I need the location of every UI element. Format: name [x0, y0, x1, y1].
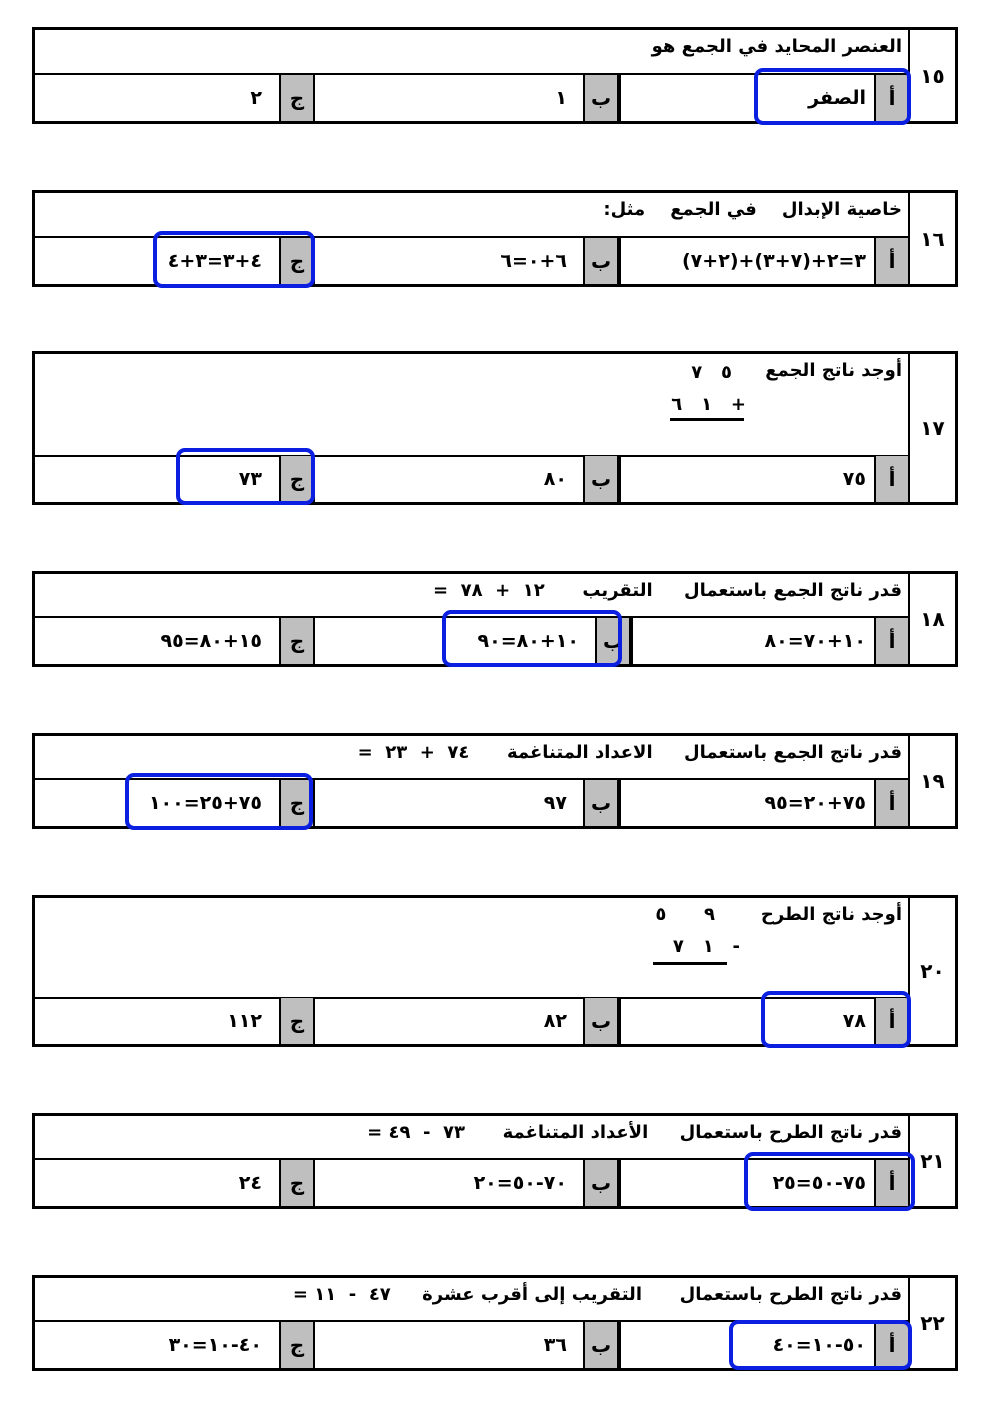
question-number: ١٥	[908, 30, 955, 121]
option-c-value[interactable]: ٤٠-١٠=٣٠	[168, 1334, 262, 1356]
question-number: ١٩	[908, 736, 955, 826]
selected-answer-highlight	[442, 610, 622, 667]
sum-line	[670, 418, 744, 421]
option-c-letter[interactable]: ج	[279, 618, 315, 664]
option-c-value[interactable]: ٧٥+٢٥=١٠٠	[148, 792, 262, 814]
option-b-value[interactable]: ١٠+٨٠=٩٠	[477, 630, 579, 652]
option-a-value[interactable]: ٥٠-١٠=٤٠	[772, 1334, 866, 1356]
selected-answer-highlight	[125, 773, 313, 830]
option-c-letter[interactable]: ج	[279, 238, 315, 284]
question-number: ٢٠	[908, 898, 955, 1044]
option-c-value[interactable]: ٤+٣=٣+٤	[167, 250, 262, 272]
option-a-letter[interactable]: أ	[874, 75, 910, 121]
option-a-letter[interactable]: أ	[874, 780, 910, 826]
option-c-letter[interactable]: ج	[279, 998, 315, 1044]
selected-answer-highlight	[153, 231, 315, 288]
selected-answer-highlight	[176, 448, 315, 505]
option-b-letter[interactable]: ب	[583, 456, 619, 502]
option-c-letter[interactable]: ج	[279, 75, 315, 121]
selected-answer-highlight	[754, 68, 911, 125]
option-a-value[interactable]: ٧٥-٥٠=٢٥	[772, 1172, 866, 1194]
vertical-bottom-digits: ١ ٧ -	[672, 936, 740, 957]
option-a-letter[interactable]: أ	[874, 998, 910, 1044]
question-stem: قدر ناتج الطرح باستعمال الأعداد المتناغمة ٧٣ - ٤٩ =	[35, 1116, 910, 1160]
selected-answer-highlight	[744, 1152, 915, 1211]
option-c-value[interactable]: ٢٤	[238, 1172, 262, 1194]
vertical-top-digits: ٥ ٧	[691, 362, 732, 383]
option-c-letter[interactable]: ج	[279, 1322, 315, 1368]
option-a-letter[interactable]: أ	[874, 1160, 910, 1206]
option-b-value[interactable]: ٨٢	[543, 1010, 567, 1032]
option-a-value[interactable]: ١٠+٧٠=٨٠	[764, 630, 866, 652]
option-b-value[interactable]: ٨٠	[543, 468, 567, 490]
question-17	[32, 351, 958, 505]
option-c-value[interactable]: ٧٣	[238, 468, 262, 490]
option-b-letter[interactable]: ب	[583, 75, 619, 121]
difference-line	[653, 962, 727, 965]
option-a-letter[interactable]: أ	[874, 238, 910, 284]
option-c-value[interactable]: ١١٢	[227, 1010, 262, 1032]
question-stem: العنصر المحايد في الجمع هو	[35, 30, 910, 75]
selected-answer-highlight	[761, 991, 911, 1048]
selected-answer-highlight	[729, 1320, 912, 1370]
option-b-letter[interactable]: ب	[583, 998, 619, 1044]
vertical-top-digits: ٩ ٥	[655, 904, 715, 925]
question-number: ١٨	[908, 574, 955, 664]
option-a-letter[interactable]: أ	[874, 618, 910, 664]
question-stem: قدر ناتج الجمع باستعمال التقريب ١٢ + ٧٨ =	[35, 574, 910, 618]
option-b-letter[interactable]: ب	[595, 618, 631, 664]
option-b-letter[interactable]: ب	[583, 1322, 619, 1368]
question-stem: أوجد ناتج الطرح ٩ ٥ ١ ٧ -	[35, 898, 910, 999]
question-number: ٢١	[908, 1116, 955, 1206]
option-c-letter[interactable]: ج	[279, 780, 315, 826]
option-c-letter[interactable]: ج	[279, 1160, 315, 1206]
option-b-value[interactable]: ٩٧	[543, 792, 567, 814]
option-b-letter[interactable]: ب	[583, 238, 619, 284]
option-b-value[interactable]: ٧٠-٥٠=٢٠	[473, 1172, 567, 1194]
option-c-value[interactable]: ٢	[250, 87, 262, 109]
question-stem: قدر ناتج الجمع باستعمال الاعداد المتناغمة ٧٤ + ٢٣ =	[35, 736, 910, 780]
option-a-value[interactable]: ٧٨	[842, 1010, 866, 1032]
question-stem: خاصية الإبدال في الجمع مثل:	[35, 193, 910, 238]
option-c-value[interactable]: ١٥+٨٠=٩٥	[160, 630, 262, 652]
question-stem: قدر ناتج الطرح باستعمال التقريب إلى أقرب عشرة ٤٧ - ١١ =	[35, 1278, 910, 1322]
options-row	[35, 456, 910, 502]
option-b-letter[interactable]: ب	[583, 1160, 619, 1206]
question-number: ١٧	[908, 354, 955, 502]
option-b-value[interactable]: ١	[555, 87, 567, 109]
question-number: ١٦	[908, 193, 955, 284]
option-a-value[interactable]: الصفر	[808, 87, 866, 109]
option-b-value[interactable]: ٣٦	[543, 1334, 567, 1356]
option-a-value[interactable]: (٢+٧)+٣=٢+(٧+٣)	[681, 250, 866, 272]
option-b-letter[interactable]: ب	[583, 780, 619, 826]
option-a-letter[interactable]: أ	[874, 1322, 910, 1368]
question-number: ٢٢	[908, 1278, 955, 1368]
option-c-letter[interactable]: ج	[279, 456, 315, 502]
vertical-bottom-digits: ١ ٦ +	[671, 394, 746, 415]
option-a-value[interactable]: ٧٥+٢٠=٩٥	[764, 792, 866, 814]
option-b-value[interactable]: ٦+٠=٦	[500, 250, 567, 272]
option-a-letter[interactable]: أ	[874, 456, 910, 502]
option-a-value[interactable]: ٧٥	[842, 468, 866, 490]
question-stem: أوجد ناتج الجمع ٥ ٧ ١ ٦ +	[35, 354, 910, 457]
